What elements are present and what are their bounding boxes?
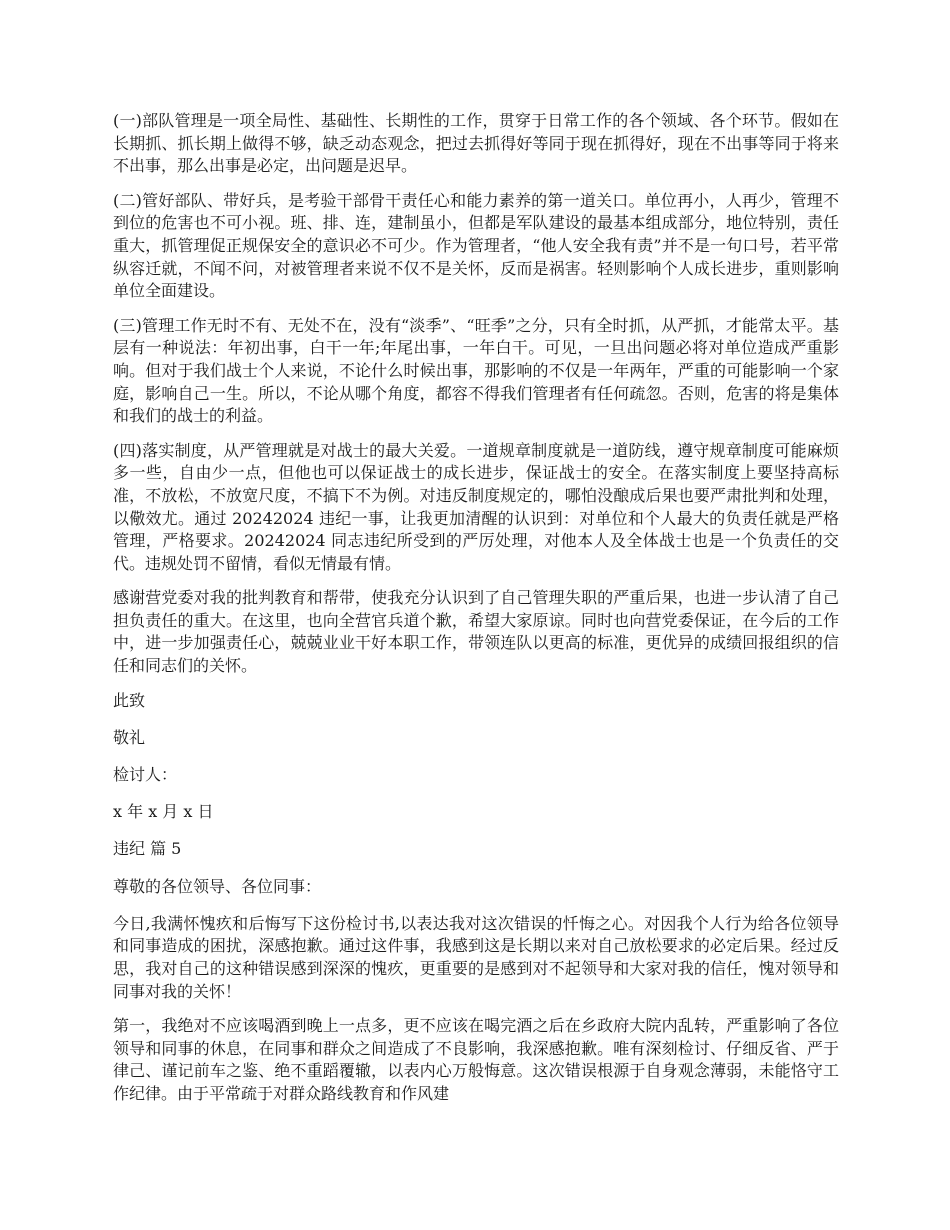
salutation: 尊敬的各位领导、各位同事： [113,876,322,896]
paragraph-1: (一)部队管理是一项全局性、基础性、长期性的工作，贯穿于日常工作的各个领域、各个环节。假如在长期抓、抓长期上做得不够，缺乏动态观念，把过去抓得好等同于现在抓得好，现在不出事等同于将来不出事，那么出事是必定，出问题是迟早。 [113,111,839,176]
document-page [113,110,839,1118]
date-line: x 年 x 月 x 日 [113,802,214,822]
paragraph-3: (三)管理工作无时不有、无处不在，没有“淡季”、“旺季”之分，只有全时抓，从严抓，才能常太平。基层有一种说法：年初出事，白干一年;年尾出事，一年白干。可见，一旦出问题必将对单位造成严重影响。但对于我们战士个人来说，不论什么时候出事，那影响的不仅是一年两年，严重的可能影响一个家庭，影响自己一生。所以，不论从哪个角度，都容不得我们管理者有任何疏忽。否则，危害的将是集体和我们的战士的利益。 [113,315,839,426]
closing-jing-li: 敬礼 [113,727,146,747]
section-title: 违纪 篇 5 [113,839,182,859]
paragraph-4: (四)落实制度，从严管理就是对战士的最大关爱。一道规章制度就是一道防线，遵守规章制度可能麻烦多一些，自由少一点，但他也可以保证战士的成长进步，保证战士的安全。在落实制度上要坚持高标准，不放松，不放宽尺度，不搞下不为例。对违反制度规定的，哪怕没酿成后果也要严肃批判和处理，以儆效尤。通过 20242024 违纪一事，让我更加清醒的认识到：对单位和个人最大的负责任就是严格管理，严格要求。20242024 同志违纪所受到的严厉处理，对他本人及全体战士也是一个负责任的交代。违规处罚不留情，看似无情最有情。 [113,440,839,573]
paragraph-2: (二)管好部队、带好兵，是考验干部骨干责任心和能力素养的第一道关口。单位再小，人再少，管理不到位的危害也不可小视。班、排、连，建制虽小，但都是军队建设的最基本组成部分，地位特别，责任重大，抓管理促正规保安全的意识必不可少。作为管理者，“他人安全我有责”并不是一句口号，若平常纵容迁就，不闻不问，对被管理者来说不仅不是关怀，反而是祸害。轻则影响个人成长进步，重则影响单位全面建设。 [113,190,839,301]
paragraph-5: 感谢营党委对我的批判教育和帮带，使我充分认识到了自己管理失职的严重后果，也进一步认清了自己担负责任的重大。在这里，也向全营官兵道个歉，希望大家原谅。同时也向营党委保证，在今后的工作中，进一步加强责任心，兢兢业业干好本职工作，带领连队以更高的标准，更优异的成绩回报组织的信任和同志们的关怀。 [113,588,839,676]
closing-ci-zhi: 此致 [113,690,146,710]
letter-paragraph-2: 第一，我绝对不应该喝酒到晚上一点多，更不应该在喝完酒之后在乡政府大院内乱转，严重影响了各位领导和同事的休息，在同事和群众之间造成了不良影响，我深感抱歉。唯有深刻检讨、仔细反省、严于律己、谨记前车之鉴、绝不重蹈覆辙，以表内心万般悔意。这次错误根源于自身观念薄弱，未能恪守工作纪律。由于平常疏于对群众路线教育和作风建 [113,1016,839,1103]
letter-paragraph-1: 今日,我满怀愧疚和后悔写下这份检讨书,以表达我对这次错误的忏悔之心。对因我个人行为给各位领导和同事造成的困扰，深感抱歉。通过这件事，我感到这是长期以来对自己放松要求的必定后果。经过反思，我对自己的这种错误感到深深的愧疚，更重要的是感到对不起领导和大家对我的信任，愧对领导和同事对我的关怀！ [113,913,839,1001]
signer-label: 检讨人： [113,765,178,785]
